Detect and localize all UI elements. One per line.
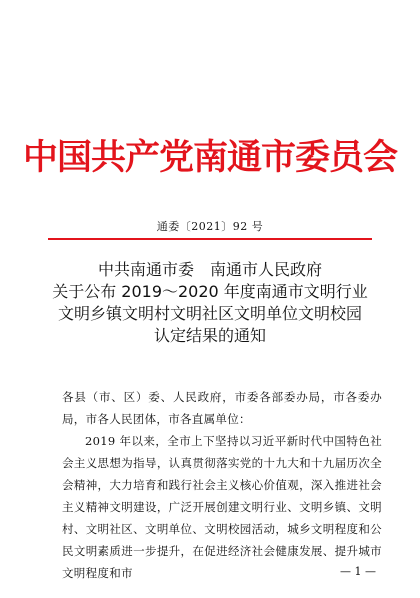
page-number: — 1 —: [340, 565, 376, 578]
document-number: 通委〔2021〕92 号: [156, 220, 264, 233]
body-paragraph: 2019 年以来，全市上下坚持以习近平新时代中国特色社会主义思想为指导，认真贯彻落实党的十九大和十九届历次全会精神，大力培育和践行社会主义核心价值观，深入推进社会主义精神文明建设，广泛开展创建文明行业、文明乡镇、文明村、文明社区、文明单位、文明校园活动，城乡文明程度和公民文明素质进一步提升，在促进经济社会健康发展、提升城市文明程度和市: [62, 434, 382, 580]
document-title: [0, 259, 420, 347]
salutation: 各县（市、区）委、人民政府，市委各部委办局，市各委办局，市各人民团体，市各直属单位：: [62, 390, 382, 426]
red-divider: [48, 238, 372, 240]
title-line: 中共南通市委 南通市人民政府: [97, 260, 322, 279]
masthead: 中国共产党南通市委员会: [22, 138, 397, 178]
title-line: 关于公布 2019～2020 年度南通市文明行业: [52, 282, 368, 301]
title-line: 文明乡镇文明村文明社区文明单位文明校园: [57, 304, 362, 323]
document-body: [62, 386, 382, 584]
title-line: 认定结果的通知: [153, 326, 266, 345]
